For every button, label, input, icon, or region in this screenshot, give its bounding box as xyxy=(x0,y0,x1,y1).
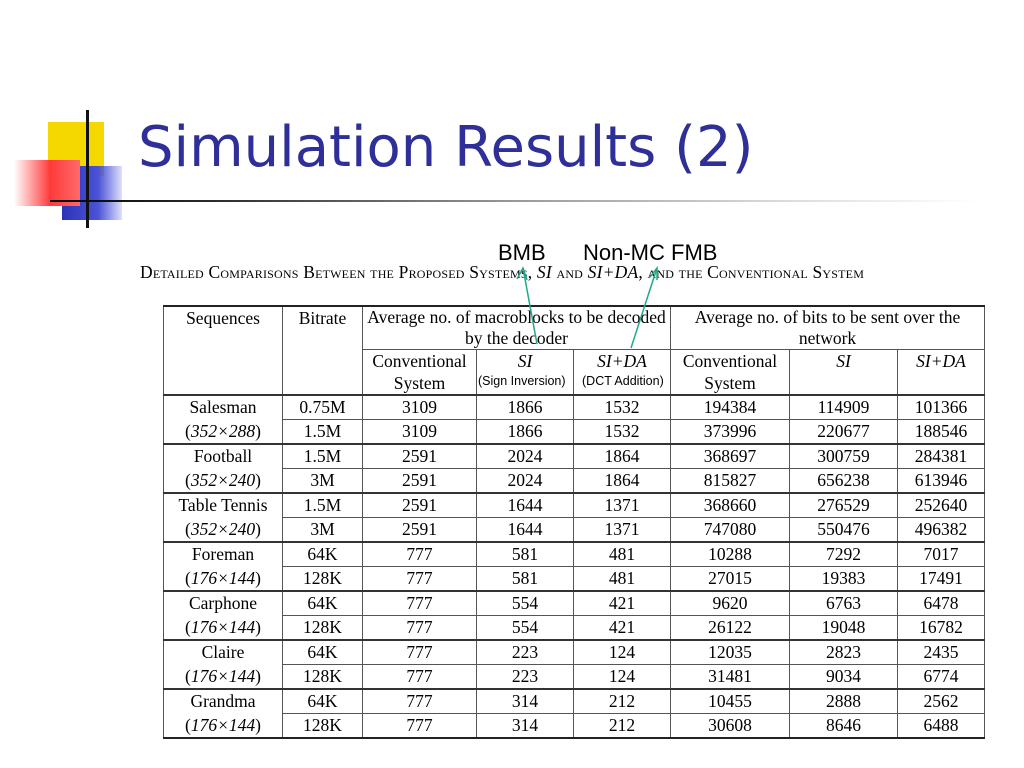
value-cell: 2591 xyxy=(363,444,477,469)
value-cell: 777 xyxy=(363,591,477,616)
value-cell: 30608 xyxy=(671,714,790,739)
value-cell: 368697 xyxy=(671,444,790,469)
value-cell: 2562 xyxy=(898,689,985,714)
value-cell: 6774 xyxy=(898,665,985,690)
paren-close: ) xyxy=(255,518,261,539)
value-cell: 7292 xyxy=(790,542,898,567)
value-cell: 373996 xyxy=(671,420,790,445)
header-bits-conventional: Conventional System xyxy=(671,350,790,396)
table-row xyxy=(164,518,985,543)
value-cell: 194384 xyxy=(671,395,790,420)
value-cell: 8646 xyxy=(790,714,898,739)
value-cell: 314 xyxy=(477,689,574,714)
sequence-name: Grandma xyxy=(164,689,283,714)
value-cell: 368660 xyxy=(671,493,790,518)
value-cell: 1864 xyxy=(574,469,671,494)
value-cell: 6488 xyxy=(898,714,985,739)
results-body xyxy=(164,395,985,738)
sequence-format xyxy=(164,518,283,543)
value-cell: 1371 xyxy=(574,518,671,543)
value-cell: 27015 xyxy=(671,567,790,592)
value-cell: 6763 xyxy=(790,591,898,616)
header-macroblocks-group: Average no. of macroblocks to be decoded by the decoder xyxy=(363,306,671,350)
value-cell: 3109 xyxy=(363,420,477,445)
value-cell: 421 xyxy=(574,616,671,641)
bitrate-cell: 3M xyxy=(283,469,363,494)
value-cell: 26122 xyxy=(671,616,790,641)
value-cell: 1866 xyxy=(477,395,574,420)
value-cell: 300759 xyxy=(790,444,898,469)
value-cell: 554 xyxy=(477,591,574,616)
decor-vertical-line xyxy=(86,110,89,228)
value-cell: 481 xyxy=(574,567,671,592)
value-cell: 777 xyxy=(363,567,477,592)
value-cell: 212 xyxy=(574,689,671,714)
sequence-name: Table Tennis xyxy=(164,493,283,518)
value-cell: 554 xyxy=(477,616,574,641)
sequence-format xyxy=(164,714,283,739)
value-cell: 12035 xyxy=(671,640,790,665)
value-cell: 1864 xyxy=(574,444,671,469)
format-value: 176×144 xyxy=(190,714,256,735)
value-cell: 31481 xyxy=(671,665,790,690)
format-value: 176×144 xyxy=(190,665,256,686)
annotation-dct-addition: (DCT Addition) xyxy=(582,374,664,388)
value-cell: 19048 xyxy=(790,616,898,641)
value-cell: 2591 xyxy=(363,469,477,494)
bitrate-cell: 0.75M xyxy=(283,395,363,420)
value-cell: 124 xyxy=(574,640,671,665)
value-cell: 656238 xyxy=(790,469,898,494)
value-cell: 1866 xyxy=(477,420,574,445)
paren-close: ) xyxy=(255,420,261,441)
value-cell: 3109 xyxy=(363,395,477,420)
bitrate-cell: 64K xyxy=(283,542,363,567)
sequence-name: Claire xyxy=(164,640,283,665)
bitrate-cell: 1.5M xyxy=(283,493,363,518)
results-table xyxy=(163,305,985,739)
value-cell: 19383 xyxy=(790,567,898,592)
table-row xyxy=(164,542,985,567)
value-cell: 777 xyxy=(363,542,477,567)
annotation-non-mc-fmb: Non-MC FMB xyxy=(583,240,718,265)
sequence-format xyxy=(164,420,283,445)
table-row xyxy=(164,493,985,518)
paren-open: ( xyxy=(185,665,191,686)
table-row xyxy=(164,714,985,739)
bitrate-cell: 128K xyxy=(283,714,363,739)
value-cell: 10288 xyxy=(671,542,790,567)
sequence-name: Carphone xyxy=(164,591,283,616)
value-cell: 1644 xyxy=(477,518,574,543)
caption-part1: Detailed Comparisons Between the Proposed Systems, xyxy=(140,262,537,282)
value-cell: 777 xyxy=(363,689,477,714)
value-cell: 2435 xyxy=(898,640,985,665)
table-row xyxy=(164,591,985,616)
paren-open: ( xyxy=(185,420,191,441)
value-cell: 212 xyxy=(574,714,671,739)
header-mb-si: SI xyxy=(477,350,574,396)
table-row xyxy=(164,395,985,420)
paren-open: ( xyxy=(185,616,191,637)
paren-close: ) xyxy=(255,567,261,588)
table-row xyxy=(164,567,985,592)
header-mb-conventional: Conventional System xyxy=(363,350,477,396)
caption-part2: , and the Conventional System xyxy=(638,262,865,282)
value-cell: 2024 xyxy=(477,469,574,494)
table-row xyxy=(164,444,985,469)
paren-open: ( xyxy=(185,567,191,588)
value-cell: 747080 xyxy=(671,518,790,543)
header-sequences: Sequences xyxy=(164,306,283,395)
value-cell: 188546 xyxy=(898,420,985,445)
bitrate-cell: 1.5M xyxy=(283,444,363,469)
annotation-sign-inversion: (Sign Inversion) xyxy=(478,374,566,388)
sequence-format xyxy=(164,469,283,494)
header-bits-sida: SI+DA xyxy=(898,350,985,396)
value-cell: 1644 xyxy=(477,493,574,518)
sequence-format xyxy=(164,616,283,641)
bitrate-cell: 128K xyxy=(283,665,363,690)
bitrate-cell: 64K xyxy=(283,689,363,714)
sequence-name: Foreman xyxy=(164,542,283,567)
value-cell: 2591 xyxy=(363,493,477,518)
bitrate-cell: 1.5M xyxy=(283,420,363,445)
paren-close: ) xyxy=(255,714,261,735)
value-cell: 114909 xyxy=(790,395,898,420)
value-cell: 2024 xyxy=(477,444,574,469)
bitrate-cell: 128K xyxy=(283,616,363,641)
value-cell: 9034 xyxy=(790,665,898,690)
value-cell: 581 xyxy=(477,567,574,592)
paren-close: ) xyxy=(255,665,261,686)
value-cell: 124 xyxy=(574,665,671,690)
header-mb-sida: SI+DA xyxy=(574,350,671,396)
caption-and: and xyxy=(551,262,588,282)
format-value: 176×144 xyxy=(190,567,256,588)
caption-sida: SI+DA xyxy=(587,262,639,282)
value-cell: 2888 xyxy=(790,689,898,714)
sequence-name: Football xyxy=(164,444,283,469)
paren-open: ( xyxy=(185,518,191,539)
value-cell: 276529 xyxy=(790,493,898,518)
table-row xyxy=(164,665,985,690)
header-bits-si: SI xyxy=(790,350,898,396)
value-cell: 777 xyxy=(363,714,477,739)
value-cell: 16782 xyxy=(898,616,985,641)
value-cell: 777 xyxy=(363,640,477,665)
format-value: 176×144 xyxy=(190,616,256,637)
value-cell: 581 xyxy=(477,542,574,567)
value-cell: 2823 xyxy=(790,640,898,665)
value-cell: 314 xyxy=(477,714,574,739)
format-value: 352×240 xyxy=(190,518,256,539)
value-cell: 223 xyxy=(477,640,574,665)
sequence-name: Salesman xyxy=(164,395,283,420)
value-cell: 1532 xyxy=(574,395,671,420)
paren-open: ( xyxy=(185,469,191,490)
table-row xyxy=(164,640,985,665)
table-row xyxy=(164,616,985,641)
bitrate-cell: 3M xyxy=(283,518,363,543)
value-cell: 252640 xyxy=(898,493,985,518)
table-row xyxy=(164,469,985,494)
value-cell: 2591 xyxy=(363,518,477,543)
sequence-format xyxy=(164,567,283,592)
value-cell: 7017 xyxy=(898,542,985,567)
bitrate-cell: 64K xyxy=(283,640,363,665)
slide-title: Simulation Results (2) xyxy=(138,115,754,180)
table-row xyxy=(164,689,985,714)
annotation-bmb: BMB xyxy=(498,240,546,265)
value-cell: 284381 xyxy=(898,444,985,469)
value-cell: 1371 xyxy=(574,493,671,518)
table-row xyxy=(164,420,985,445)
value-cell: 6478 xyxy=(898,591,985,616)
value-cell: 550476 xyxy=(790,518,898,543)
format-value: 352×240 xyxy=(190,469,256,490)
bitrate-cell: 64K xyxy=(283,591,363,616)
sequence-format xyxy=(164,665,283,690)
value-cell: 777 xyxy=(363,665,477,690)
value-cell: 481 xyxy=(574,542,671,567)
value-cell: 9620 xyxy=(671,591,790,616)
bitrate-cell: 128K xyxy=(283,567,363,592)
value-cell: 17491 xyxy=(898,567,985,592)
value-cell: 1532 xyxy=(574,420,671,445)
value-cell: 421 xyxy=(574,591,671,616)
title-underline xyxy=(50,200,980,202)
header-bits-group: Average no. of bits to be sent over the network xyxy=(671,306,985,350)
value-cell: 223 xyxy=(477,665,574,690)
paren-open: ( xyxy=(185,714,191,735)
paren-close: ) xyxy=(255,469,261,490)
value-cell: 777 xyxy=(363,616,477,641)
table-caption xyxy=(140,262,864,283)
value-cell: 496382 xyxy=(898,518,985,543)
value-cell: 815827 xyxy=(671,469,790,494)
format-value: 352×288 xyxy=(190,420,256,441)
caption-si: SI xyxy=(536,262,552,282)
paren-close: ) xyxy=(255,616,261,637)
value-cell: 220677 xyxy=(790,420,898,445)
header-bitrate: Bitrate xyxy=(283,306,363,395)
value-cell: 613946 xyxy=(898,469,985,494)
value-cell: 101366 xyxy=(898,395,985,420)
value-cell: 10455 xyxy=(671,689,790,714)
